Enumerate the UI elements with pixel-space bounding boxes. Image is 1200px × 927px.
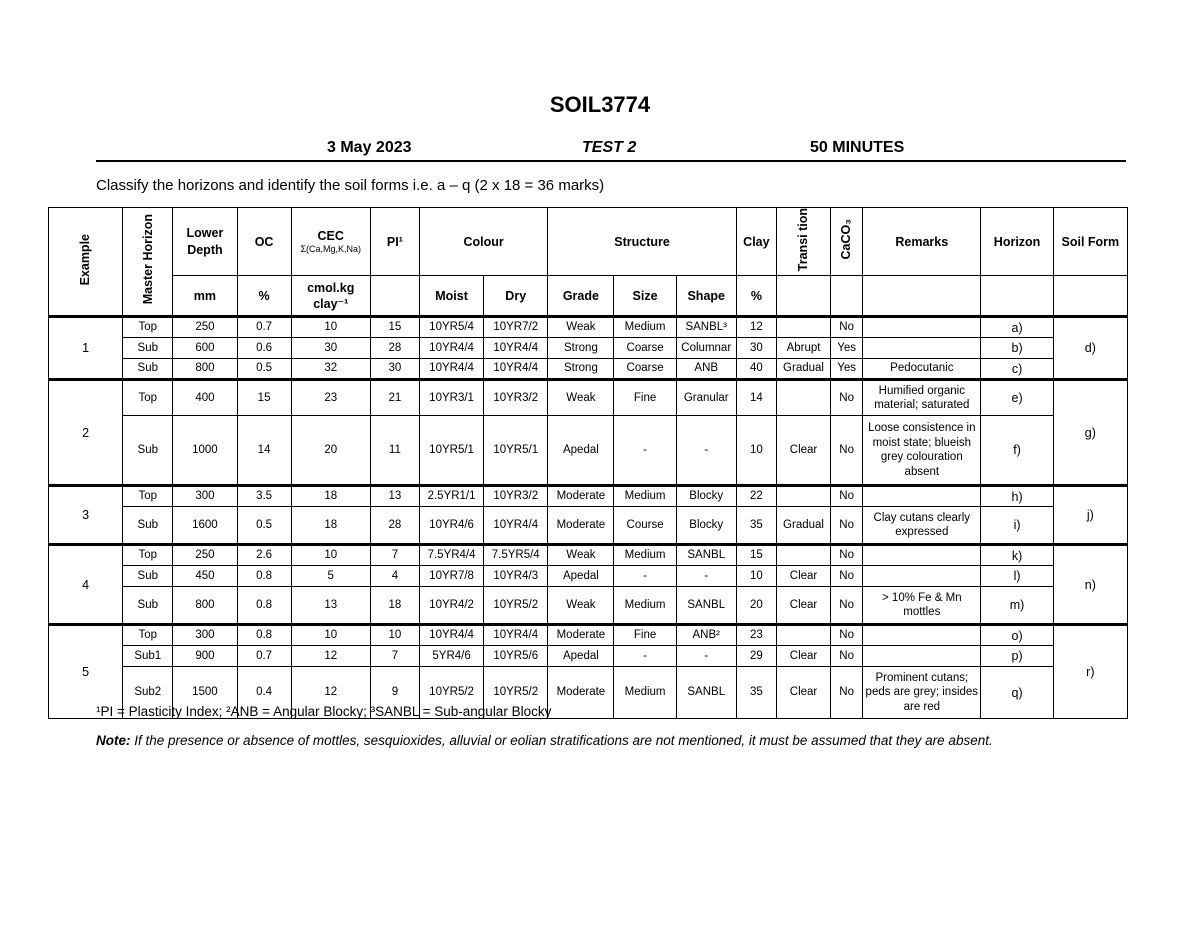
cell-moist: 10YR3/1 xyxy=(419,380,483,416)
cell-size: Medium xyxy=(614,317,676,338)
cell-pi: 18 xyxy=(370,587,419,625)
cell-caco3: No xyxy=(831,380,863,416)
cell-depth: 800 xyxy=(173,587,237,625)
cell-grade: Apedal xyxy=(548,416,614,486)
cell-size: Fine xyxy=(614,380,676,416)
table-row xyxy=(49,317,1128,338)
cell-remarks xyxy=(863,566,981,587)
cell-master: Sub1 xyxy=(123,646,173,667)
test-name: TEST 2 xyxy=(582,139,637,156)
soil-horizon-table xyxy=(48,207,1128,719)
cell-dry: 10YR4/4 xyxy=(484,507,548,545)
cell-size: - xyxy=(614,416,676,486)
cell-grade: Weak xyxy=(548,317,614,338)
cell-shape: SANBL xyxy=(676,587,736,625)
cell-transition xyxy=(776,486,830,507)
cell-moist: 10YR7/8 xyxy=(419,566,483,587)
cell-remarks: Pedocutanic xyxy=(863,359,981,380)
cell-remarks: Prominent cutans; peds are grey; insides are red xyxy=(863,667,981,719)
cell-master: Sub xyxy=(123,359,173,380)
cell-clay: 35 xyxy=(736,507,776,545)
header-caco3: CaCO₃ xyxy=(831,208,863,276)
unit-soilform-blank xyxy=(1053,276,1127,317)
cell-cec: 10 xyxy=(291,545,370,566)
cell-pi: 4 xyxy=(370,566,419,587)
cell-shape: ANB xyxy=(676,359,736,380)
cell-dry: 10YR5/2 xyxy=(484,587,548,625)
unit-caco3-blank xyxy=(831,276,863,317)
cell-moist: 5YR4/6 xyxy=(419,646,483,667)
example-number: 2 xyxy=(49,380,123,486)
cell-transition xyxy=(776,545,830,566)
cell-dry: 10YR5/2 xyxy=(484,667,548,719)
cell-grade: Moderate xyxy=(548,507,614,545)
cell-depth: 1600 xyxy=(173,507,237,545)
cell-dry: 10YR4/3 xyxy=(484,566,548,587)
cell-caco3: No xyxy=(831,646,863,667)
cell-shape: - xyxy=(676,416,736,486)
cell-shape: ANB² xyxy=(676,625,736,646)
cell-clay: 20 xyxy=(736,587,776,625)
cell-size: - xyxy=(614,646,676,667)
soil-form-answer: r) xyxy=(1053,625,1127,719)
cell-remarks xyxy=(863,486,981,507)
cell-master: Top xyxy=(123,317,173,338)
header-master-horizon: Master Horizon xyxy=(123,208,173,317)
header-remarks: Remarks xyxy=(863,208,981,276)
cell-pi: 21 xyxy=(370,380,419,416)
cell-caco3: Yes xyxy=(831,359,863,380)
unit-horizon-blank xyxy=(981,276,1053,317)
cell-remarks: Clay cutans clearly expressed xyxy=(863,507,981,545)
cell-horizon: l) xyxy=(981,566,1053,587)
cell-oc: 0.6 xyxy=(237,338,291,359)
cell-moist: 10YR4/2 xyxy=(419,587,483,625)
cell-horizon: i) xyxy=(981,507,1053,545)
cell-oc: 0.5 xyxy=(237,507,291,545)
cell-size: Coarse xyxy=(614,359,676,380)
cell-grade: Weak xyxy=(548,545,614,566)
cell-oc: 15 xyxy=(237,380,291,416)
cell-horizon: h) xyxy=(981,486,1053,507)
cell-grade: Apedal xyxy=(548,566,614,587)
cell-shape: - xyxy=(676,566,736,587)
cell-moist: 10YR5/1 xyxy=(419,416,483,486)
cell-caco3: No xyxy=(831,317,863,338)
cell-size: Medium xyxy=(614,545,676,566)
unit-cec: cmol.kg clay⁻¹ xyxy=(291,276,370,317)
cell-dry: 10YR7/2 xyxy=(484,317,548,338)
cell-shape: Granular xyxy=(676,380,736,416)
table-row xyxy=(49,486,1128,507)
cell-shape: Columnar xyxy=(676,338,736,359)
cell-pi: 28 xyxy=(370,338,419,359)
cell-dry: 10YR4/4 xyxy=(484,359,548,380)
soil-form-answer: j) xyxy=(1053,486,1127,545)
header-dry: Dry xyxy=(484,276,548,317)
cell-shape: Blocky xyxy=(676,507,736,545)
cell-depth: 1500 xyxy=(173,667,237,719)
soil-form-answer: d) xyxy=(1053,317,1127,380)
test-date: 3 May 2023 xyxy=(327,139,412,156)
cell-shape: SANBL xyxy=(676,545,736,566)
cell-clay: 35 xyxy=(736,667,776,719)
cell-grade: Apedal xyxy=(548,646,614,667)
cell-cec: 13 xyxy=(291,587,370,625)
cell-clay: 14 xyxy=(736,380,776,416)
cell-clay: 15 xyxy=(736,545,776,566)
cell-moist: 10YR5/4 xyxy=(419,317,483,338)
soil-form-answer: n) xyxy=(1053,545,1127,625)
cell-depth: 800 xyxy=(173,359,237,380)
cell-remarks xyxy=(863,338,981,359)
cell-master: Sub xyxy=(123,416,173,486)
cell-grade: Strong xyxy=(548,338,614,359)
cell-caco3: No xyxy=(831,486,863,507)
table-row xyxy=(49,507,1128,545)
example-number: 1 xyxy=(49,317,123,380)
cell-horizon: o) xyxy=(981,625,1053,646)
cell-master: Top xyxy=(123,545,173,566)
cell-grade: Strong xyxy=(548,359,614,380)
cell-size: Coarse xyxy=(614,338,676,359)
table-row xyxy=(49,566,1128,587)
cell-shape: - xyxy=(676,646,736,667)
cell-moist: 10YR5/2 xyxy=(419,667,483,719)
cell-master: Sub xyxy=(123,338,173,359)
cell-grade: Moderate xyxy=(548,667,614,719)
header-lower-depth: Lower Depth xyxy=(173,208,237,276)
cell-remarks: > 10% Fe & Mn mottles xyxy=(863,587,981,625)
cell-caco3: No xyxy=(831,545,863,566)
cell-clay: 23 xyxy=(736,625,776,646)
cell-cec: 18 xyxy=(291,486,370,507)
cell-master: Top xyxy=(123,486,173,507)
cell-shape: SANBL xyxy=(676,667,736,719)
cell-grade: Weak xyxy=(548,380,614,416)
cell-caco3: No xyxy=(831,566,863,587)
cell-master: Sub xyxy=(123,587,173,625)
cell-cec: 10 xyxy=(291,625,370,646)
cell-pi: 13 xyxy=(370,486,419,507)
header-structure: Structure xyxy=(548,208,737,276)
cell-moist: 10YR4/4 xyxy=(419,338,483,359)
cell-depth: 900 xyxy=(173,646,237,667)
cell-size: Medium xyxy=(614,486,676,507)
cell-caco3: No xyxy=(831,416,863,486)
cell-oc: 0.7 xyxy=(237,317,291,338)
cell-horizon: f) xyxy=(981,416,1053,486)
cell-depth: 250 xyxy=(173,545,237,566)
header-horizon: Horizon xyxy=(981,208,1053,276)
cell-shape: SANBL³ xyxy=(676,317,736,338)
table-row xyxy=(49,587,1128,625)
cell-depth: 450 xyxy=(173,566,237,587)
header-cec: CEC Σ(Ca,Mg,K,Na) xyxy=(291,208,370,276)
cell-master: Top xyxy=(123,380,173,416)
cell-pi: 15 xyxy=(370,317,419,338)
cell-dry: 10YR5/6 xyxy=(484,646,548,667)
cell-cec: 5 xyxy=(291,566,370,587)
cell-pi: 7 xyxy=(370,545,419,566)
cell-caco3: No xyxy=(831,507,863,545)
unit-clay: % xyxy=(736,276,776,317)
cell-size: Fine xyxy=(614,625,676,646)
cell-horizon: e) xyxy=(981,380,1053,416)
cell-pi: 28 xyxy=(370,507,419,545)
cell-cec: 12 xyxy=(291,667,370,719)
cell-oc: 2.6 xyxy=(237,545,291,566)
header-example: Example xyxy=(49,208,123,317)
cell-remarks: Loose consistence in moist state; blueish grey colouration absent xyxy=(863,416,981,486)
cell-clay: 30 xyxy=(736,338,776,359)
header-soil-form: Soil Form xyxy=(1053,208,1127,276)
cell-caco3: No xyxy=(831,587,863,625)
cell-transition: Clear xyxy=(776,416,830,486)
table-body xyxy=(49,317,1128,719)
cell-master: Sub2 xyxy=(123,667,173,719)
cell-grade: Weak xyxy=(548,587,614,625)
cell-oc: 0.8 xyxy=(237,625,291,646)
cell-cec: 20 xyxy=(291,416,370,486)
header-size: Size xyxy=(614,276,676,317)
cell-cec: 12 xyxy=(291,646,370,667)
cell-remarks xyxy=(863,545,981,566)
unit-pi-blank xyxy=(370,276,419,317)
cell-oc: 0.8 xyxy=(237,566,291,587)
cell-transition: Clear xyxy=(776,667,830,719)
cell-transition: Clear xyxy=(776,587,830,625)
cell-clay: 10 xyxy=(736,416,776,486)
cell-remarks xyxy=(863,646,981,667)
cell-grade: Moderate xyxy=(548,625,614,646)
cell-dry: 10YR5/1 xyxy=(484,416,548,486)
cell-oc: 0.5 xyxy=(237,359,291,380)
cell-depth: 600 xyxy=(173,338,237,359)
cell-transition: Gradual xyxy=(776,507,830,545)
cell-remarks: Humified organic material; saturated xyxy=(863,380,981,416)
cell-moist: 10YR4/6 xyxy=(419,507,483,545)
table-row xyxy=(49,646,1128,667)
unit-depth: mm xyxy=(173,276,237,317)
cell-cec: 18 xyxy=(291,507,370,545)
cell-master: Sub xyxy=(123,566,173,587)
cell-depth: 1000 xyxy=(173,416,237,486)
example-number: 3 xyxy=(49,486,123,545)
unit-oc: % xyxy=(237,276,291,317)
cell-horizon: c) xyxy=(981,359,1053,380)
cell-size: - xyxy=(614,566,676,587)
cell-horizon: p) xyxy=(981,646,1053,667)
cell-horizon: q) xyxy=(981,667,1053,719)
header-pi: PI¹ xyxy=(370,208,419,276)
cell-clay: 29 xyxy=(736,646,776,667)
cell-moist: 10YR4/4 xyxy=(419,359,483,380)
cell-dry: 10YR4/4 xyxy=(484,625,548,646)
header-rule xyxy=(96,160,1126,162)
cell-transition: Gradual xyxy=(776,359,830,380)
cell-depth: 400 xyxy=(173,380,237,416)
cell-size: Course xyxy=(614,507,676,545)
cell-horizon: a) xyxy=(981,317,1053,338)
unit-remarks-blank xyxy=(863,276,981,317)
cell-caco3: No xyxy=(831,625,863,646)
cell-cec: 30 xyxy=(291,338,370,359)
table-row xyxy=(49,380,1128,416)
cell-clay: 10 xyxy=(736,566,776,587)
cell-pi: 11 xyxy=(370,416,419,486)
table-row xyxy=(49,359,1128,380)
cell-caco3: No xyxy=(831,667,863,719)
cell-dry: 7.5YR5/4 xyxy=(484,545,548,566)
cell-transition: Clear xyxy=(776,646,830,667)
instruction-text: Classify the horizons and identify the soil forms i.e. a – q (2 x 18 = 36 marks) xyxy=(96,177,605,194)
cell-dry: 10YR4/4 xyxy=(484,338,548,359)
header-transition: Transi tion xyxy=(776,208,830,276)
cell-master: Sub xyxy=(123,507,173,545)
cell-depth: 250 xyxy=(173,317,237,338)
cell-clay: 22 xyxy=(736,486,776,507)
cell-size: Medium xyxy=(614,667,676,719)
page-title: SOIL3774 xyxy=(549,92,651,117)
cell-oc: 14 xyxy=(237,416,291,486)
cell-transition xyxy=(776,380,830,416)
cell-oc: 3.5 xyxy=(237,486,291,507)
cell-transition xyxy=(776,625,830,646)
cell-cec: 23 xyxy=(291,380,370,416)
note: Note: If the presence or absence of mottles, sesquioxides, alluvial or eolian stratifications are not mentioned, it must be assumed that they are absent. xyxy=(96,733,993,748)
cell-clay: 12 xyxy=(736,317,776,338)
header-moist: Moist xyxy=(419,276,483,317)
cell-transition xyxy=(776,317,830,338)
cell-pi: 10 xyxy=(370,625,419,646)
header-clay: Clay xyxy=(736,208,776,276)
header-shape: Shape xyxy=(676,276,736,317)
cell-dry: 10YR3/2 xyxy=(484,486,548,507)
cell-remarks xyxy=(863,317,981,338)
cell-shape: Blocky xyxy=(676,486,736,507)
cell-caco3: Yes xyxy=(831,338,863,359)
cell-pi: 30 xyxy=(370,359,419,380)
example-number: 4 xyxy=(49,545,123,625)
cell-dry: 10YR3/2 xyxy=(484,380,548,416)
cell-oc: 0.7 xyxy=(237,646,291,667)
cell-master: Top xyxy=(123,625,173,646)
cell-moist: 2.5YR1/1 xyxy=(419,486,483,507)
cell-moist: 7.5YR4/4 xyxy=(419,545,483,566)
unit-transition-blank xyxy=(776,276,830,317)
cell-remarks xyxy=(863,625,981,646)
cell-depth: 300 xyxy=(173,486,237,507)
table-row xyxy=(49,416,1128,486)
cell-oc: 0.4 xyxy=(237,667,291,719)
header-oc: OC xyxy=(237,208,291,276)
cell-transition: Clear xyxy=(776,566,830,587)
cell-size: Medium xyxy=(614,587,676,625)
footnote: ¹PI = Plasticity Index; ²ANB = Angular Blocky; ³SANBL = Sub-angular Blocky xyxy=(96,704,552,719)
cell-transition: Abrupt xyxy=(776,338,830,359)
header-grade: Grade xyxy=(548,276,614,317)
table-row xyxy=(49,338,1128,359)
table-row xyxy=(49,625,1128,646)
cell-pi: 9 xyxy=(370,667,419,719)
cell-moist: 10YR4/4 xyxy=(419,625,483,646)
cell-oc: 0.8 xyxy=(237,587,291,625)
header-colour: Colour xyxy=(419,208,547,276)
cell-horizon: b) xyxy=(981,338,1053,359)
cell-cec: 32 xyxy=(291,359,370,380)
example-number: 5 xyxy=(49,625,123,719)
cell-depth: 300 xyxy=(173,625,237,646)
cell-clay: 40 xyxy=(736,359,776,380)
soil-form-answer: g) xyxy=(1053,380,1127,486)
cell-horizon: k) xyxy=(981,545,1053,566)
cell-grade: Moderate xyxy=(548,486,614,507)
table-row xyxy=(49,545,1128,566)
cell-horizon: m) xyxy=(981,587,1053,625)
cell-pi: 7 xyxy=(370,646,419,667)
cell-cec: 10 xyxy=(291,317,370,338)
test-duration: 50 MINUTES xyxy=(810,139,905,156)
